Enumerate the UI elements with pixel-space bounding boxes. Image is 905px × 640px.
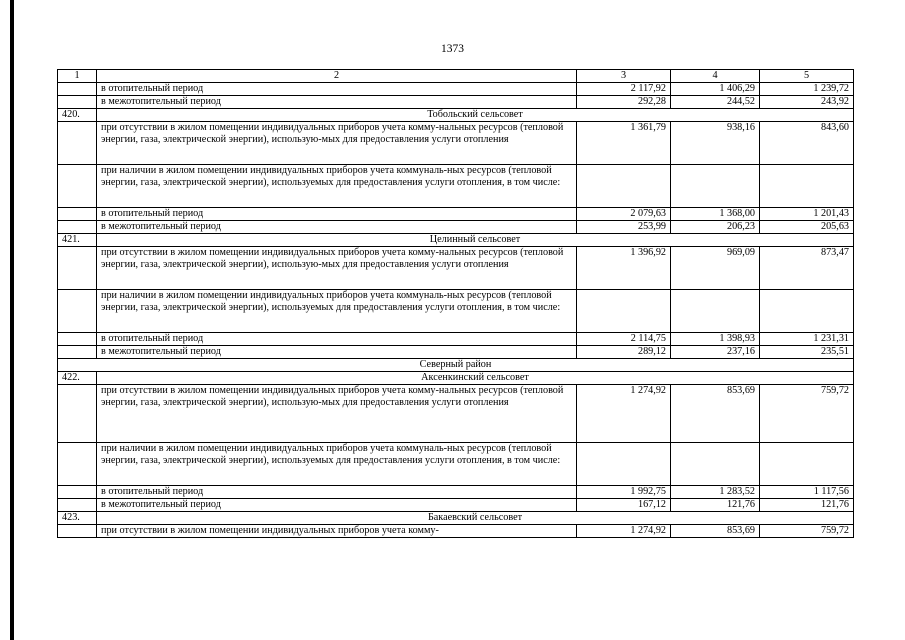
table-row (58, 385, 854, 443)
value-v5 (760, 443, 854, 486)
value-v4: 206,23 (671, 221, 760, 234)
row-number (58, 122, 97, 165)
row-description: в отопительный период (97, 333, 577, 346)
section-number: 421. (58, 234, 97, 247)
row-description: при отсутствии в жилом помещении индивидуальных приборов учета комму-нальных ресурсов (тепловой энергии, газа, электрической энергии), использую-мых для предоставления услуги отопления (97, 385, 577, 443)
table-row (58, 346, 854, 359)
value-v5: 235,51 (760, 346, 854, 359)
value-v4 (671, 165, 760, 208)
section-row (58, 109, 854, 122)
value-v5: 843,60 (760, 122, 854, 165)
row-number (58, 247, 97, 290)
section-title: Аксенкинский сельсовет (97, 372, 854, 385)
value-v4: 244,52 (671, 96, 760, 109)
section-row (58, 372, 854, 385)
row-number (58, 385, 97, 443)
value-v3: 1 274,92 (577, 525, 671, 538)
header-col-3: 3 (577, 70, 671, 83)
row-description: при отсутствии в жилом помещении индивидуальных приборов учета комму- (97, 525, 577, 538)
district-title: Северный район (58, 359, 854, 372)
header-col-5: 5 (760, 70, 854, 83)
row-description: в отопительный период (97, 208, 577, 221)
value-v3 (577, 443, 671, 486)
row-description: при наличии в жилом помещении индивидуальных приборов учета коммуналь-ных ресурсов (тепловой энергии, газа, электрической энергии), используемых для предоставления услуги отопления, в том числе: (97, 443, 577, 486)
row-description: в межотопительный период (97, 96, 577, 109)
row-number (58, 221, 97, 234)
value-v5: 1 231,31 (760, 333, 854, 346)
header-col-1: 1 (58, 70, 97, 83)
section-title: Целинный сельсовет (97, 234, 854, 247)
value-v5: 1 117,56 (760, 486, 854, 499)
value-v3: 167,12 (577, 499, 671, 512)
value-v5: 205,63 (760, 221, 854, 234)
value-v4 (671, 290, 760, 333)
table-row (58, 96, 854, 109)
row-number (58, 499, 97, 512)
tariff-table (57, 69, 854, 538)
value-v5 (760, 165, 854, 208)
table-row (58, 525, 854, 538)
value-v3: 2 079,63 (577, 208, 671, 221)
row-number (58, 333, 97, 346)
section-title: Бакаевский сельсовет (97, 512, 854, 525)
table-row (58, 499, 854, 512)
value-v3: 2 117,92 (577, 83, 671, 96)
table-row (58, 83, 854, 96)
value-v3: 1 274,92 (577, 385, 671, 443)
table-row (58, 221, 854, 234)
table-row (58, 165, 854, 208)
row-description: при наличии в жилом помещении индивидуальных приборов учета коммуналь-ных ресурсов (тепловой энергии, газа, электрической энергии), используемых для предоставления услуги отопления, в том числе: (97, 165, 577, 208)
value-v5: 243,92 (760, 96, 854, 109)
page-number: 1373 (441, 43, 464, 55)
value-v3: 1 361,79 (577, 122, 671, 165)
section-title: Тобольский сельсовет (97, 109, 854, 122)
row-number (58, 486, 97, 499)
value-v3: 1 992,75 (577, 486, 671, 499)
section-row (58, 234, 854, 247)
row-description: при отсутствии в жилом помещении индивидуальных приборов учета комму-нальных ресурсов (тепловой энергии, газа, электрической энергии), использую-мых для предоставления услуги отопления (97, 247, 577, 290)
value-v4: 1 398,93 (671, 333, 760, 346)
value-v5: 759,72 (760, 385, 854, 443)
value-v4: 969,09 (671, 247, 760, 290)
row-description: в отопительный период (97, 83, 577, 96)
value-v5: 759,72 (760, 525, 854, 538)
header-col-2: 2 (97, 70, 577, 83)
value-v4: 1 283,52 (671, 486, 760, 499)
table-row (58, 443, 854, 486)
table-row (58, 290, 854, 333)
value-v4 (671, 443, 760, 486)
value-v3: 253,99 (577, 221, 671, 234)
row-number (58, 290, 97, 333)
table-row (58, 486, 854, 499)
page-edge-bar (10, 0, 14, 640)
value-v4: 1 368,00 (671, 208, 760, 221)
value-v4: 1 406,29 (671, 83, 760, 96)
header-row (58, 70, 854, 83)
value-v5: 1 239,72 (760, 83, 854, 96)
value-v4: 853,69 (671, 525, 760, 538)
row-number (58, 96, 97, 109)
row-number (58, 165, 97, 208)
value-v4: 853,69 (671, 385, 760, 443)
value-v4: 938,16 (671, 122, 760, 165)
value-v3: 292,28 (577, 96, 671, 109)
district-row (58, 359, 854, 372)
value-v3: 2 114,75 (577, 333, 671, 346)
row-description: в отопительный период (97, 486, 577, 499)
value-v3: 289,12 (577, 346, 671, 359)
table-row (58, 333, 854, 346)
value-v3 (577, 290, 671, 333)
row-description: в межотопительный период (97, 499, 577, 512)
value-v3: 1 396,92 (577, 247, 671, 290)
row-description: при отсутствии в жилом помещении индивидуальных приборов учета комму-нальных ресурсов (тепловой энергии, газа, электрической энергии), использую-мых для предоставления услуги отопления (97, 122, 577, 165)
value-v5: 121,76 (760, 499, 854, 512)
row-description: при наличии в жилом помещении индивидуальных приборов учета коммуналь-ных ресурсов (тепловой энергии, газа, электрической энергии), используемых для предоставления услуги отопления, в том числе: (97, 290, 577, 333)
row-number (58, 208, 97, 221)
section-number: 420. (58, 109, 97, 122)
value-v5: 1 201,43 (760, 208, 854, 221)
table-row (58, 247, 854, 290)
value-v4: 237,16 (671, 346, 760, 359)
section-number: 423. (58, 512, 97, 525)
section-row (58, 512, 854, 525)
row-number (58, 346, 97, 359)
header-col-4: 4 (671, 70, 760, 83)
value-v5 (760, 290, 854, 333)
value-v3 (577, 165, 671, 208)
row-number (58, 443, 97, 486)
section-number: 422. (58, 372, 97, 385)
row-number (58, 525, 97, 538)
row-number (58, 83, 97, 96)
value-v4: 121,76 (671, 499, 760, 512)
value-v5: 873,47 (760, 247, 854, 290)
table-row (58, 208, 854, 221)
row-description: в межотопительный период (97, 221, 577, 234)
row-description: в межотопительный период (97, 346, 577, 359)
table-row (58, 122, 854, 165)
